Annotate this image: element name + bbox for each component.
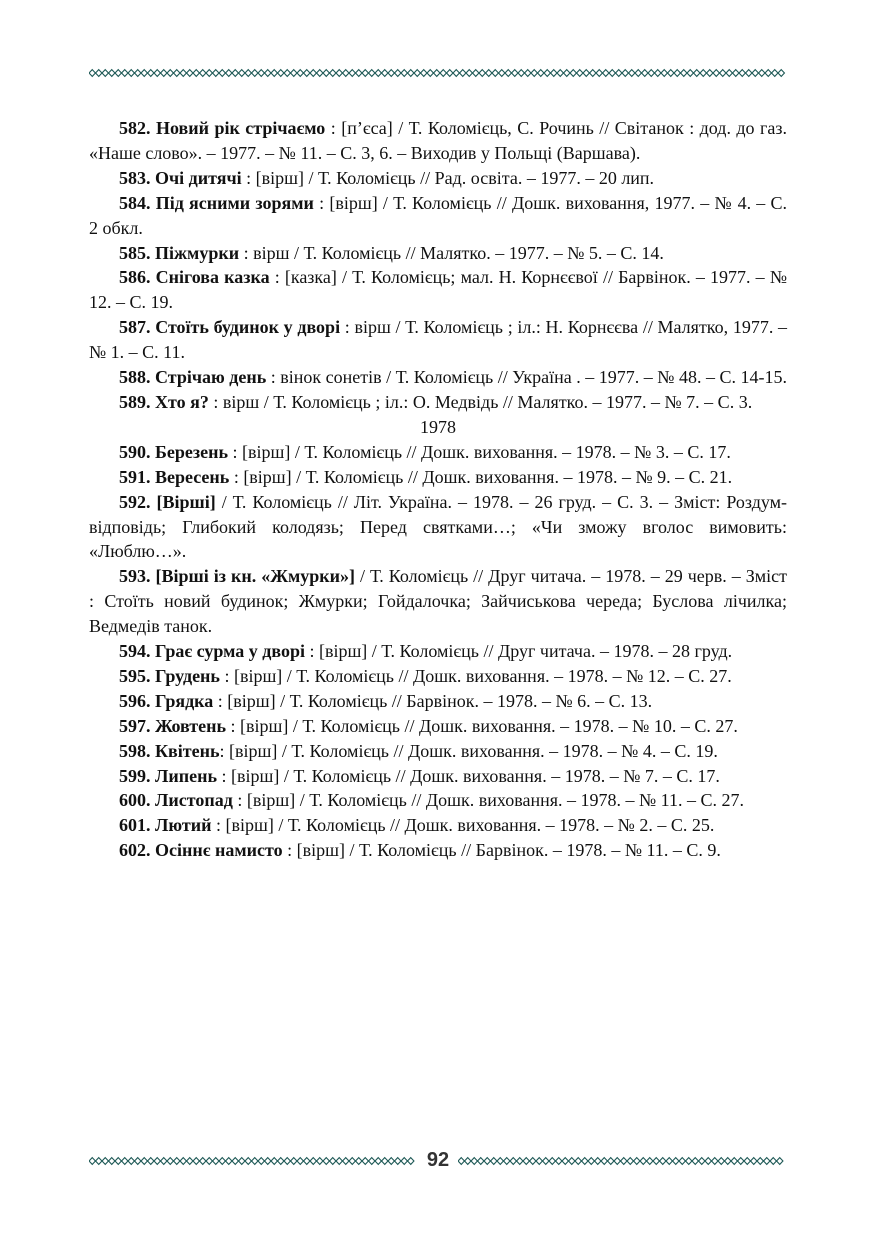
list-item — [89, 365, 787, 390]
entry-number: 586. — [119, 267, 151, 288]
entry-details: : [вірш] / Т. Коломієць // Дошк. виховання. – 1978. – № 10. – С. 27. — [226, 715, 738, 736]
entry-details: : [вірш] / Т. Коломієць // Дошк. виховання. – 1978. – № 7. – С. 17. — [217, 765, 720, 786]
entry-number: 601. — [119, 815, 151, 836]
entry-number: 584. — [119, 192, 151, 213]
entry-details: : [вірш] / Т. Коломієць // Рад. освіта. – 1977. – 20 лип. — [241, 167, 655, 188]
list-item — [89, 241, 787, 266]
entry-title: Грядка — [155, 690, 214, 711]
entry-number: 583. — [119, 167, 151, 188]
entry-title: Стрічаю день — [155, 367, 267, 388]
entry-title: Стоїть будинок у дворі — [155, 317, 341, 338]
list-item — [89, 166, 787, 191]
entries-1978 — [89, 440, 787, 863]
list-item — [89, 465, 787, 490]
list-item — [89, 664, 787, 689]
entry-title: Грудень — [155, 665, 220, 686]
entry-title: Жовтень — [155, 715, 226, 736]
entry-title: Липень — [155, 765, 218, 786]
entry-number: 596. — [119, 690, 151, 711]
entry-details: : [п’єса] / Т. Коломієць, С. Рочинь // Світанок : дод. до газ. «Наше слово». – 1977. – № 11. – С. 3, 6. – Виходив у Польщі (Варшава). — [89, 118, 788, 163]
list-item — [89, 788, 787, 813]
entry-details: / Т. Коломієць // Літ. Україна. – 1978. – 26 груд. – С. 3. – Зміст: Роздум-відповідь; Глибокий колодязь; Перед святками…; «Чи зможу вголос вимовить: «Люблю…». — [89, 491, 787, 562]
bottom-right-ornament-border — [458, 1155, 787, 1167]
entry-details: : [казка] / Т. Коломієць; мал. Н. Корнєєвої // Барвінок. – 1977. – № 12. – С. 19. — [89, 267, 787, 313]
top-ornament-border — [89, 67, 787, 79]
entry-title: Листопад — [155, 790, 233, 811]
list-item — [89, 838, 787, 863]
list-item — [89, 739, 787, 764]
entry-details: : [вірш] / Т. Коломієць // Дошк. виховання. – 1978. – № 4. – С. 19. — [219, 740, 718, 761]
entry-number: 595. — [119, 665, 151, 686]
entry-title: [Вірші] — [156, 491, 216, 512]
entry-title: Березень — [155, 441, 229, 462]
entry-number: 587. — [119, 317, 151, 338]
entry-details: : [вірш] / Т. Коломієць // Дошк. виховання. – 1978. – № 11. – С. 27. — [232, 790, 745, 811]
entry-title: Грає сурма у дворі — [155, 641, 305, 662]
entry-details: : вінок сонетів / Т. Коломієць // Україна . – 1977. – № 48. – С. 14-15. — [266, 367, 787, 388]
list-item — [89, 116, 787, 166]
entry-details: : вірш / Т. Коломієць ; іл.: Н. Корнєєва // Малятко, 1977. – № 1. – С. 11. — [89, 317, 788, 363]
entry-number: 591. — [119, 466, 151, 487]
entry-number: 589. — [119, 391, 151, 412]
entry-details: : [вірш] / Т. Коломієць // Дошк. виховання, 1977. – № 4. – С. 2 обкл. — [89, 192, 788, 238]
entry-title: Осіннє намисто — [155, 840, 283, 861]
entry-title: Очі дитячі — [155, 167, 242, 188]
entry-details: : [вірш] / Т. Коломієць // Дошк. виховання. – 1978. – № 12. – С. 27. — [219, 665, 732, 686]
entry-number: 597. — [119, 715, 151, 736]
entry-title: Вересень — [155, 466, 230, 487]
list-item — [89, 265, 787, 315]
year-heading: 1978 — [420, 416, 456, 437]
ornament-pattern — [458, 1155, 787, 1167]
entries-1977 — [89, 116, 787, 415]
list-item — [89, 764, 787, 789]
entry-details: : вірш / Т. Коломієць // Малятко. – 1977. – № 5. – С. 14. — [239, 242, 664, 263]
entry-number: 602. — [119, 840, 151, 861]
list-item — [89, 639, 787, 664]
list-item — [89, 191, 787, 241]
entry-number: 593. — [119, 566, 151, 587]
list-item — [89, 440, 787, 465]
bottom-left-ornament-border — [89, 1155, 418, 1167]
entry-number: 585. — [119, 242, 151, 263]
entry-title: Лютий — [155, 815, 212, 836]
entry-details: : [вірш] / Т. Коломієць // Дошк. виховання. – 1978. – № 3. – С. 17. — [228, 441, 731, 462]
list-item — [89, 564, 787, 639]
entry-details: : [вірш] / Т. Коломієць // Барвінок. – 1978. – № 11. – С. 9. — [282, 840, 721, 861]
entry-number: 599. — [119, 765, 151, 786]
entry-title: Під ясними зорями — [155, 192, 314, 213]
entry-number: 594. — [119, 641, 151, 662]
list-item — [89, 813, 787, 838]
list-item — [89, 714, 787, 739]
entry-title: [Вірші із кн. «Жмурки»] — [155, 566, 356, 587]
entry-title: Новий рік стрічаємо — [155, 118, 326, 138]
entry-number: 592. — [119, 491, 151, 512]
entry-number: 590. — [119, 441, 151, 462]
entry-number: 598. — [119, 740, 151, 761]
page-number: 92 — [426, 1149, 450, 1171]
entry-number: 588. — [119, 367, 151, 388]
entry-title: Піжмурки — [155, 242, 240, 263]
entry-details: : [вірш] / Т. Коломієць // Дошк. виховання. – 1978. – № 2. – С. 25. — [211, 815, 715, 836]
entry-details: : вірш / Т. Коломієць ; іл.: О. Медвідь // Малятко. – 1977. – № 7. – С. 3. — [208, 391, 753, 412]
entry-title: Хто я? — [155, 391, 209, 412]
entry-number: 582. — [119, 118, 151, 138]
ornament-pattern — [89, 1155, 418, 1167]
bibliography-list — [89, 116, 787, 863]
entry-details: : [вірш] / Т. Коломієць // Барвінок. – 1978. – № 6. – С. 13. — [213, 690, 653, 711]
entry-number: 600. — [119, 790, 151, 811]
list-item — [89, 315, 787, 365]
entry-title: Квітень — [155, 740, 220, 761]
entry-details: : [вірш] / Т. Коломієць // Дошк. виховання. – 1978. – № 9. – С. 21. — [229, 466, 733, 487]
ornament-pattern — [89, 67, 787, 79]
entry-title: Снігова казка — [155, 267, 270, 288]
entry-details: / Т. Коломієць // Друг читача. – 1978. – 29 черв. – Зміст : Стоїть новий будинок; Жмурки; Гойдалочка; Зайчиськова череда; Буслова лічилка; Ведмедів танок. — [89, 566, 788, 637]
list-item — [89, 490, 787, 565]
list-item — [89, 689, 787, 714]
entry-details: : [вірш] / Т. Коломієць // Друг читача. – 1978. – 28 груд. — [304, 641, 733, 662]
list-item — [89, 390, 787, 415]
